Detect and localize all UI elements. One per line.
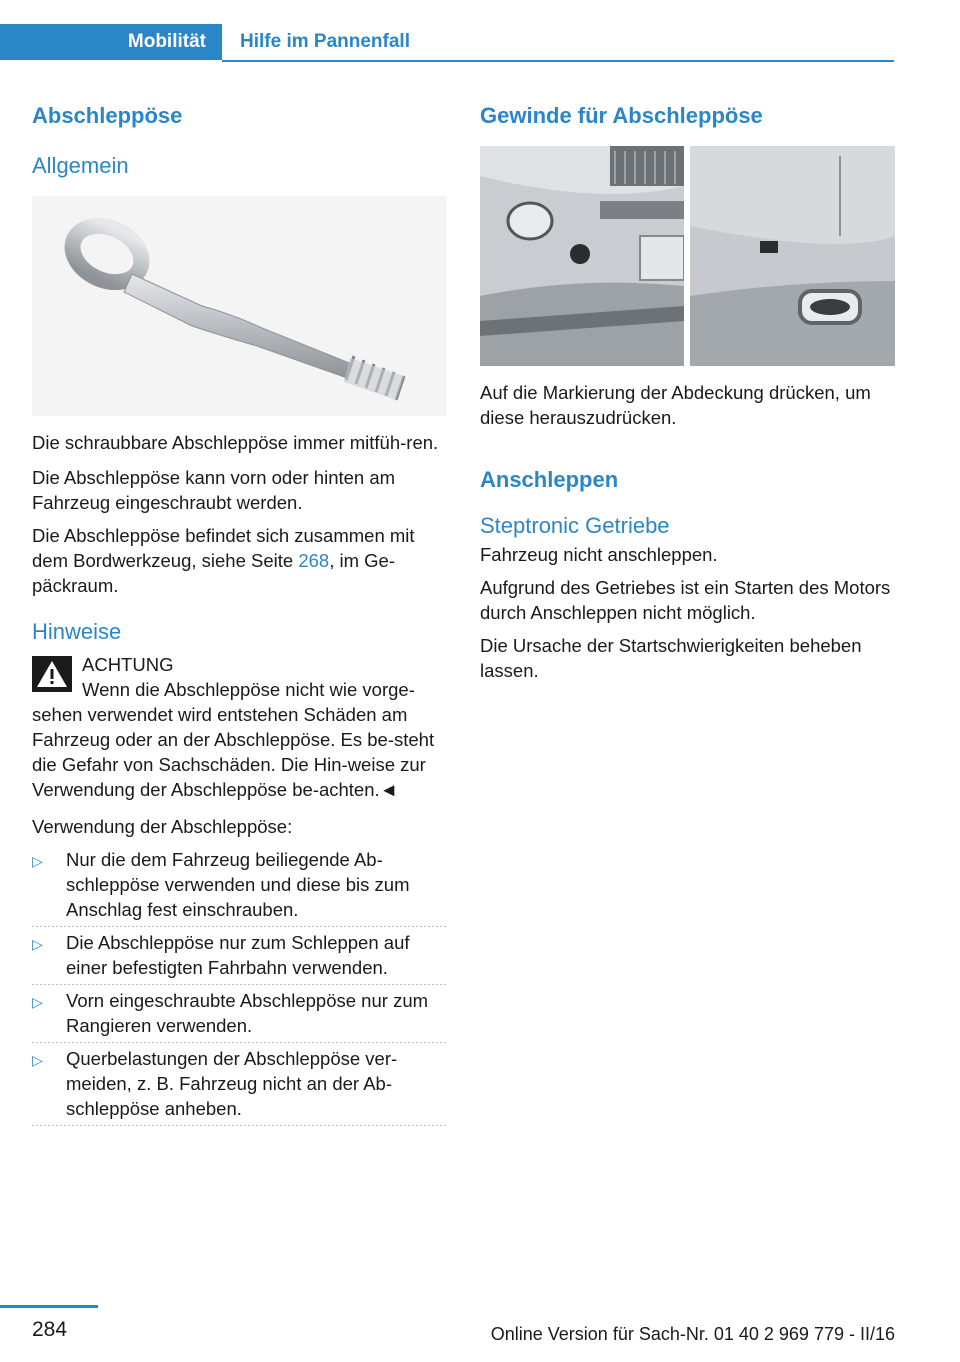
paragraph-transmission-reason: Aufgrund des Getriebes ist ein Starten des Motors durch Anschleppen nicht möglich. <box>480 577 891 623</box>
section-title-tow-eye: Abschleppöse <box>32 103 183 128</box>
page-reference-link[interactable]: 268 <box>298 550 330 571</box>
paragraph-location: Die Abschleppöse befindet sich zusammen mit dem Bordwerkzeug, siehe Seite 268, im Ge-päckraum. <box>32 525 415 596</box>
warning-heading: ACHTUNG <box>82 654 174 675</box>
warning-triangle-icon <box>32 656 72 692</box>
warning-text: sehen verwendet wird entstehen Schäden am Fahrzeug oder an der Abschleppöse. Es be-steht die Gefahr von Sachschäden. Die Hin-weise zur Verwendung der Abschleppöse be-achten.◄ <box>32 704 435 800</box>
triangle-right-outline-icon: ▷ <box>32 994 43 1010</box>
usage-list <box>32 847 447 1121</box>
warning-text-first-line: Wenn die Abschleppöse nicht wie vorge- <box>82 679 415 700</box>
header-tab-breakdown-help[interactable]: Hilfe im Pannenfall <box>240 31 410 52</box>
left-column <box>32 100 447 1129</box>
tow-eye-figure <box>32 196 447 416</box>
triangle-right-outline-icon: ▷ <box>32 853 43 869</box>
paragraph-fix-cause: Die Ursache der Startschwierigkeiten beheben lassen. <box>480 635 862 681</box>
section-title-thread: Gewinde für Abschleppöse <box>480 103 763 128</box>
subsection-steptronic: Steptronic Getriebe <box>480 513 670 538</box>
front-bumper-illustration <box>480 146 684 366</box>
paragraph-screw-front-rear: Die Abschleppöse kann vorn oder hinten am Fahrzeug eingeschraubt werden. <box>32 467 396 513</box>
footer-rule <box>0 1305 98 1308</box>
header-rule <box>222 60 894 62</box>
page-number: 284 <box>32 1318 68 1341</box>
subsection-notes: Hinweise <box>32 619 122 644</box>
page-header <box>0 24 894 62</box>
warning-block <box>32 652 447 802</box>
paragraph-no-tow-start: Fahrzeug nicht anschleppen. <box>480 544 718 565</box>
tow-eye-illustration <box>32 196 447 416</box>
paragraph-always-carry: Die schraubbare Abschleppöse immer mitfüh-ren. <box>32 432 439 453</box>
subsection-general: Allgemein <box>32 153 129 178</box>
list-item: ▷ Die Abschleppöse nur zum Schleppen auf einer befestigten Fahrbahn verwenden. <box>32 930 447 980</box>
paragraph-press-cover: Auf die Markierung der Abdeckung drücken, um diese herauszudrücken. <box>480 382 871 428</box>
list-item: ▷ Nur die dem Fahrzeug beiliegende Ab-schleppöse verwenden und diese bis zum Anschlag fest einschrauben. <box>32 847 447 922</box>
section-title-tow-start: Anschleppen <box>480 467 619 492</box>
bumper-figure <box>480 146 895 366</box>
right-column <box>480 100 895 683</box>
list-item: ▷ Vorn eingeschraubte Abschleppöse nur zum Rangieren verwenden. <box>32 988 447 1038</box>
header-tab-mobility[interactable]: Mobilität <box>0 24 222 60</box>
footer-edition-text: Online Version für Sach-Nr. 01 40 2 969 779 - II/16 <box>490 1324 895 1344</box>
triangle-right-outline-icon: ▷ <box>32 936 43 952</box>
usage-intro: Verwendung der Abschleppöse: <box>32 816 293 837</box>
rear-bumper-illustration <box>690 146 895 366</box>
triangle-right-outline-icon: ▷ <box>32 1052 43 1068</box>
list-item: ▷ Querbelastungen der Abschleppöse ver-meiden, z. B. Fahrzeug nicht an der Ab-schleppöse anheben. <box>32 1046 447 1121</box>
